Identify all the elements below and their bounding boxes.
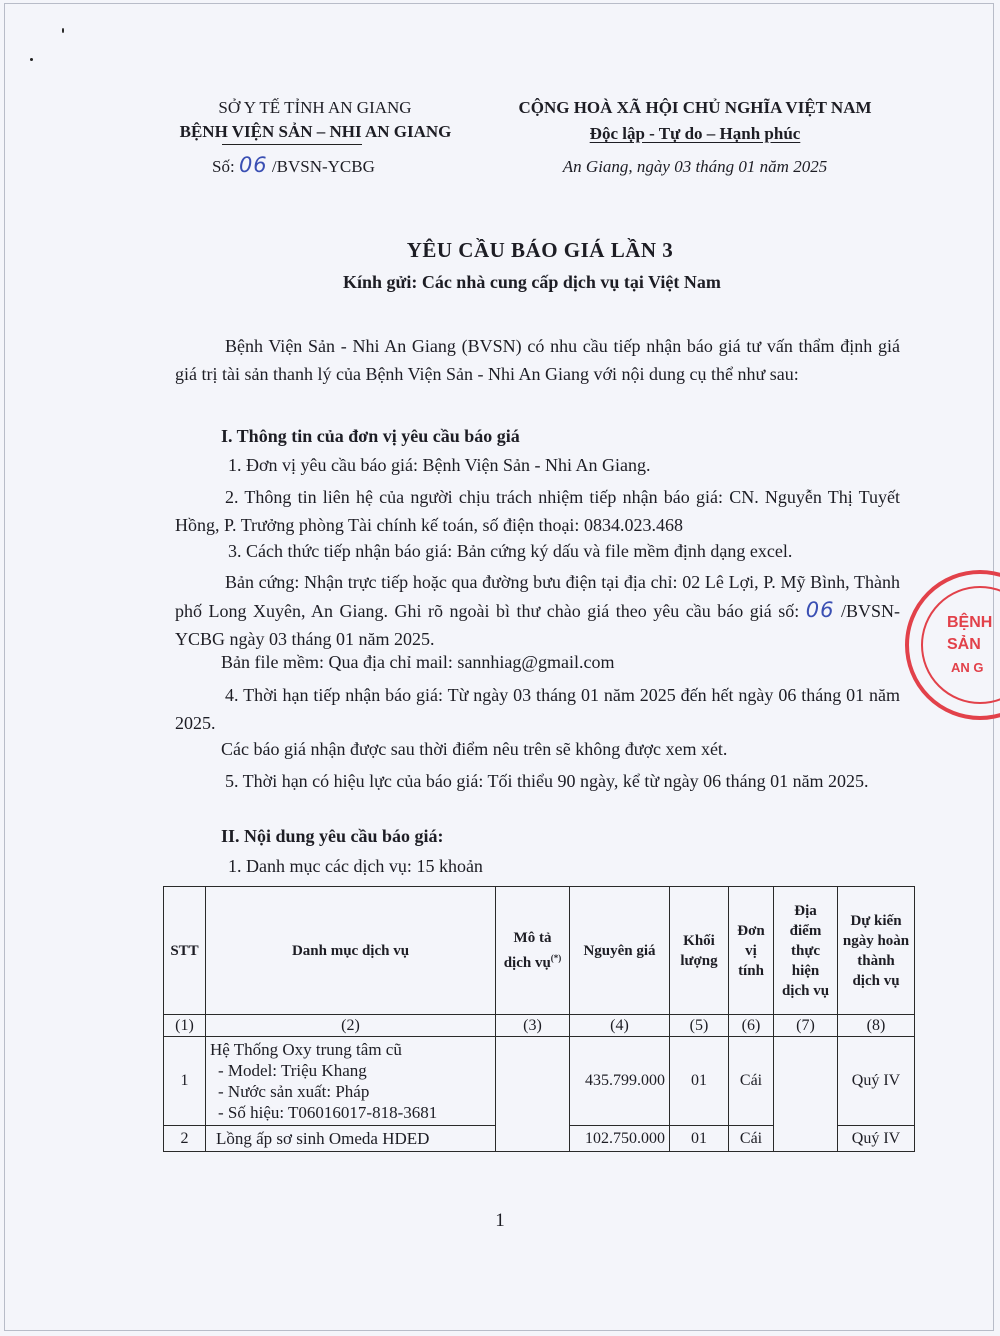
intro-paragraph: Bệnh Viện Sản - Nhi An Giang (BVSN) có nhu cầu tiếp nhận báo giá tư vấn thẩm định giá giá trị tài sản thanh lý của Bệnh Viện Sản - Nhi An Giang với nội dung cụ thể như sau: xyxy=(175,336,900,384)
col-number: (8) xyxy=(838,1015,915,1037)
row-time: Quý IV xyxy=(838,1126,915,1152)
row-name-line: - Model: Triệu Khang xyxy=(218,1061,367,1080)
table-row xyxy=(164,1037,915,1126)
header-price: Nguyên giá xyxy=(570,887,670,1015)
hard-copy-text: Bản cứng: Nhận trực tiếp hoặc qua đường bưu điện tại địa chỉ: 02 Lê Lợi, P. Mỹ Bình, Thành phố Long Xuyên, An Giang. Ghi rõ ngoài bì thư chào giá theo yêu cầu báo giá số: xyxy=(175,572,900,621)
seal-text: SẢN xyxy=(947,636,981,653)
section-1-heading: I. Thông tin của đơn vị yêu cầu báo giá xyxy=(221,426,520,446)
doc-number-handwritten: 06 xyxy=(238,153,268,177)
header-place: Địa điểm thực hiện dịch vụ xyxy=(774,887,838,1015)
col-number: (5) xyxy=(670,1015,729,1037)
scan-speck xyxy=(62,28,64,33)
row-name-line: - Nước sản xuất: Pháp xyxy=(218,1082,370,1101)
page-number: 1 xyxy=(495,1210,505,1231)
row-time: Quý IV xyxy=(838,1037,915,1126)
section-2-heading: II. Nội dung yêu cầu báo giá: xyxy=(221,826,444,846)
section-1-item-4: 4. Thời hạn tiếp nhận báo giá: Từ ngày 03 tháng 01 năm 2025 đến hết ngày 06 tháng 01 năm 2025. xyxy=(175,685,900,733)
section-1-item-1: 1. Đơn vị yêu cầu báo giá: Bệnh Viện Sản - Nhi An Giang. xyxy=(228,455,651,475)
row-unit: Cái xyxy=(729,1037,774,1126)
row-name-line: Hệ Thống Oxy trung tâm cũ xyxy=(210,1040,402,1059)
place-date: An Giang, ngày 03 tháng 01 năm 2025 xyxy=(562,157,828,176)
col-number: (3) xyxy=(496,1015,570,1037)
doc-number-code: /BVSN-YCBG xyxy=(271,157,375,176)
document-title: YÊU CẦU BÁO GIÁ LẦN 3 xyxy=(406,238,674,262)
section-1-hard-copy xyxy=(175,568,900,653)
header-unit: Đơn vị tính xyxy=(729,887,774,1015)
hard-copy-number-handwritten: 06 xyxy=(805,598,835,622)
col-number: (1) xyxy=(164,1015,206,1037)
header-name: Danh mục dịch vụ xyxy=(206,887,496,1015)
column-number-row xyxy=(164,1015,915,1037)
services-table xyxy=(163,886,915,1152)
header-qty: Khối lượng xyxy=(670,887,729,1015)
header-desc-sup: (*) xyxy=(550,953,562,963)
row-qty: 01 xyxy=(670,1126,729,1152)
header-time: Dự kiến ngày hoàn thành dịch vụ xyxy=(838,887,915,1015)
seal-text: AN G xyxy=(951,660,984,675)
recipient: Kính gửi: Các nhà cung cấp dịch vụ tại Việt Nam xyxy=(343,272,721,292)
section-2-item-1: 1. Danh mục các dịch vụ: 15 khoản xyxy=(228,856,483,876)
motto xyxy=(500,124,890,144)
row-price: 435.799.000 xyxy=(570,1037,670,1126)
hard-copy-text-end: /BVSN-YCBG ngày 03 tháng 01 năm 2025. xyxy=(175,601,901,649)
row-stt: 1 xyxy=(164,1037,206,1126)
row-qty: 01 xyxy=(670,1037,729,1126)
col-number: (2) xyxy=(206,1015,496,1037)
col-number: (7) xyxy=(774,1015,838,1037)
seal-text: BỆNH xyxy=(947,614,993,631)
row-price: 102.750.000 xyxy=(570,1126,670,1152)
doc-number-label: Số: xyxy=(212,157,235,176)
row-stt: 2 xyxy=(164,1126,206,1152)
col-number: (6) xyxy=(729,1015,774,1037)
country-name: CỘNG HOÀ XÃ HỘI CHỦ NGHĨA VIỆT NAM xyxy=(518,98,872,117)
row-place-merged xyxy=(774,1037,838,1152)
section-1-soft-copy: Bản file mềm: Qua địa chỉ mail: sannhiag@gmail.com xyxy=(221,652,615,672)
hospital-name: BỆNH VIỆN SẢN – NHI AN GIANG xyxy=(179,122,452,141)
header-desc xyxy=(496,887,570,1015)
row-desc-merged xyxy=(496,1037,570,1152)
section-1-item-2: 2. Thông tin liên hệ của người chịu trách nhiệm tiếp nhận báo giá: CN. Nguyễn Thị Tuyết Hồng, P. Trưởng phòng Tài chính kế toán, số điện thoại: 0834.023.468 xyxy=(175,487,900,535)
section-1-item-3: 3. Cách thức tiếp nhận báo giá: Bản cứng ký dấu và file mềm định dạng excel. xyxy=(228,541,793,561)
dept-name: SỞ Y TẾ TỈNH AN GIANG xyxy=(218,98,412,117)
row-unit: Cái xyxy=(729,1126,774,1152)
motto-text: Độc lập - Tự do – Hạnh phúc xyxy=(589,124,801,143)
doc-number xyxy=(212,153,375,177)
hospital-underline xyxy=(222,144,362,145)
row-name: Lồng ấp sơ sinh Omeda HDED xyxy=(206,1126,496,1152)
section-1-late-note: Các báo giá nhận được sau thời điểm nêu trên sẽ không được xem xét. xyxy=(221,739,728,759)
table-header-row xyxy=(164,887,915,1015)
scan-speck xyxy=(30,58,33,61)
col-number: (4) xyxy=(570,1015,670,1037)
section-1-item-5: 5. Thời hạn có hiệu lực của báo giá: Tối thiểu 90 ngày, kể từ ngày 06 tháng 01 năm 2025. xyxy=(225,771,869,791)
header-desc-text: Mô tả dịch vụ xyxy=(503,930,552,971)
row-name-line: - Số hiệu: T06016017-818-3681 xyxy=(218,1103,438,1122)
row-name xyxy=(206,1037,496,1126)
header-stt: STT xyxy=(164,887,206,1015)
